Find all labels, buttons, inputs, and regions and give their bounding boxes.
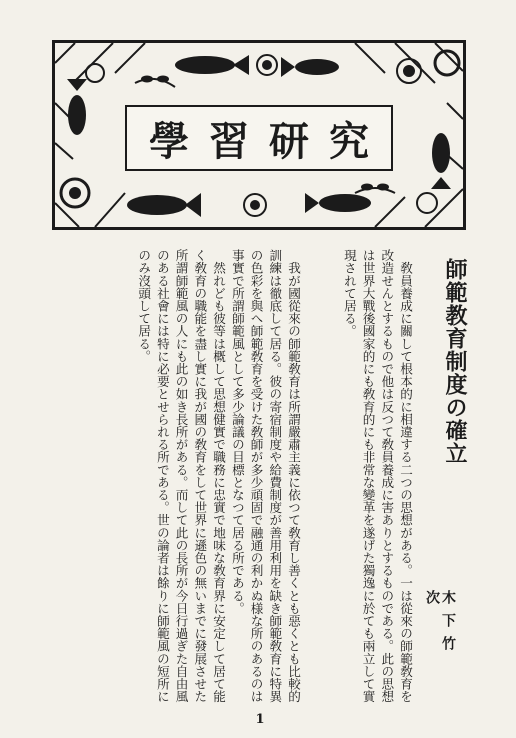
page-number: 1 xyxy=(255,712,265,727)
paragraph-2: 我が國從來の師範敎育は所謂嚴肅主義に依つて敎育し善くとも惡くとも比較的訓練は徹底して居る。彼の寄宿制度や給費制度が善用利用を缺き師範敎育に特異の色彩を與へ師範敎育を受けた敎師が多少頑固で融通の利かぬ様な所のあるのは事實で所謂師範風として多少論議の目標となつて居る所である。 xyxy=(229,249,301,703)
article-title: 師範教育制度の確立 xyxy=(442,258,467,465)
paragraph-3: 然れども彼等は概して思想健實で職務に忠實で地味な敎育界に安定して居て能く敎育の職能を盡し實に我が國の敎育をして世界に遜色の無いまでに發展させた所謂師範風の人にも此の如き長所がある。而して此の長所が今日行過ぎた自由風のある社會には特に必要とせられる所である。世の論者は餘りに師範風の短所にのみ沒頭して居る。 xyxy=(136,249,226,703)
paragraph-1: 敎員養成に關して根本的に相違する二つの思想がある。一は從來の師範敎育を改造せんとするもので他は反つて敎員養成に害ありとするものである。此の思想は世界大戰後國家的にも敎育的にも非常な變革を遂げた獨逸に於ても兩立して實現されて居る。 xyxy=(341,249,413,703)
ornamental-header xyxy=(52,40,466,230)
author-name: 木下竹次 xyxy=(424,590,456,659)
column-title: 學習研究 xyxy=(149,117,389,165)
title-panel xyxy=(125,105,393,171)
